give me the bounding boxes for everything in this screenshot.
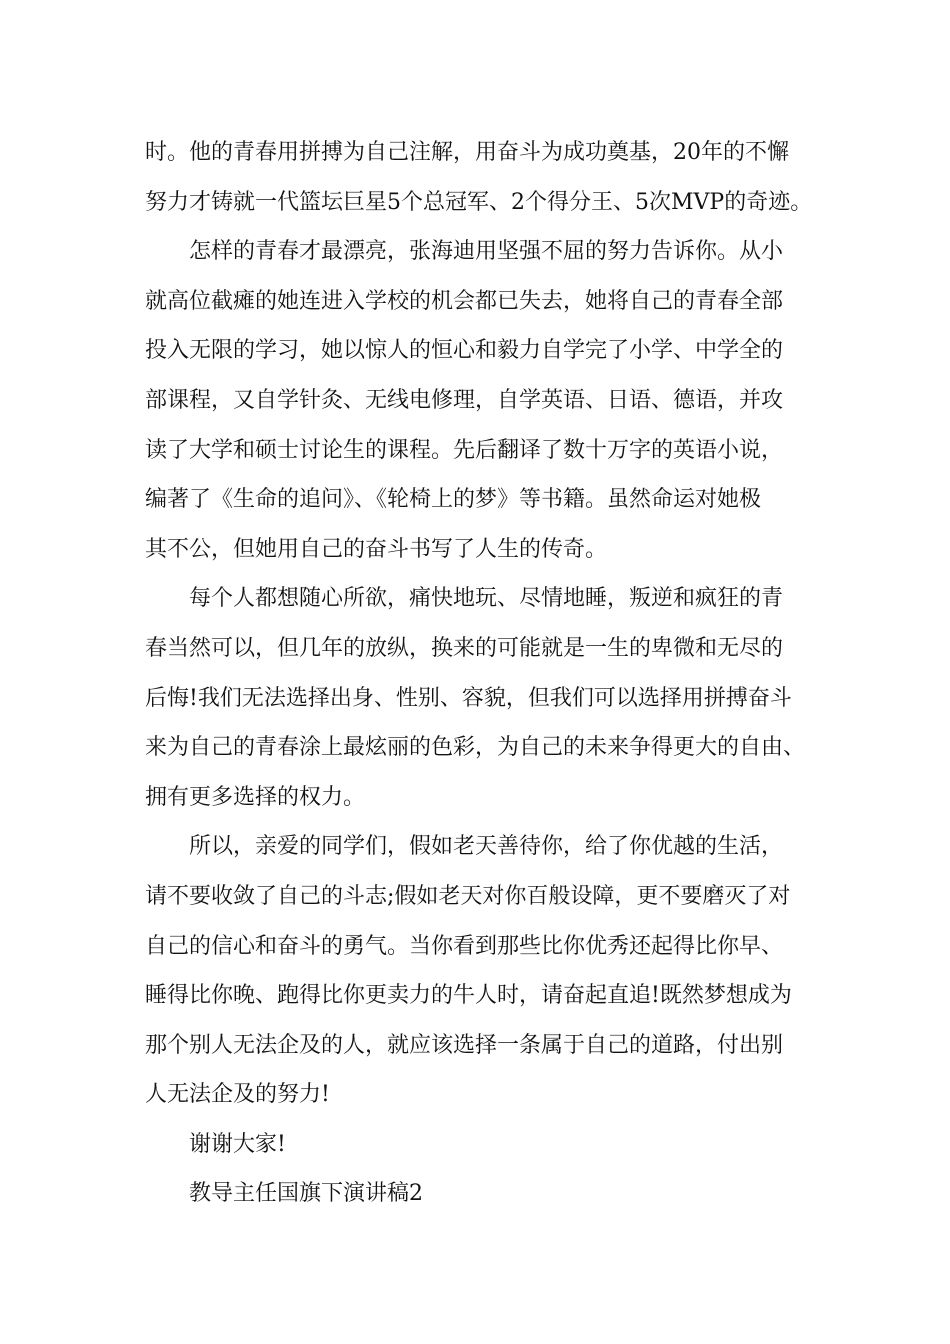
text-line: 所以，亲爱的同学们，假如老天善待你，给了你优越的生活， <box>189 834 784 860</box>
text-line: 后悔!我们无法选择出身、性别、容貌，但我们可以选择用拼搏奋斗 <box>145 685 792 711</box>
text-line: 努力才铸就一代篮坛巨星5个总冠军、2个得分王、5次MVP的奇迹。 <box>145 189 813 215</box>
text-line: 读了大学和硕士讨论生的课程。先后翻译了数十万字的英语小说， <box>145 437 784 463</box>
text-line: 拥有更多选择的权力。 <box>145 784 366 810</box>
text-line: 怎样的青春才最漂亮，张海迪用坚强不屈的努力告诉你。从小 <box>189 239 784 265</box>
text-line: 谢谢大家! <box>189 1131 286 1157</box>
text-line: 部课程，又自学针灸、无线电修理，自学英语、日语、德语，并攻 <box>145 387 784 413</box>
paragraph-2 <box>145 227 825 574</box>
text-line: 睡得比你晚、跑得比你更卖力的牛人时，请奋起直追!既然梦想成为 <box>145 983 792 1009</box>
text-line: 时。他的青春用拼搏为自己注解，用奋斗为成功奠基，20年的不懈 <box>145 140 789 165</box>
text-line: 就高位截瘫的她连进入学校的机会都已失去，她将自己的青春全部 <box>145 288 784 314</box>
next-section-title <box>145 1169 825 1219</box>
closing-thanks <box>145 1120 825 1170</box>
text-line: 那个别人无法企及的人，就应该选择一条属于自己的道路，付出别 <box>145 1032 784 1058</box>
text-line: 来为自己的青春涂上最炫丽的色彩，为自己的未来争得更大的自由、 <box>145 735 806 761</box>
text-line: 编著了《生命的追问》、《轮椅上的梦》等书籍。虽然命运对她极 <box>145 487 762 513</box>
text-line: 投入无限的学习，她以惊人的恒心和毅力自学完了小学、中学全的 <box>145 338 784 364</box>
text-line: 每个人都想随心所欲，痛快地玩、尽情地睡，叛逆和疯狂的青 <box>189 586 784 612</box>
document-body <box>145 128 825 1219</box>
paragraph-1 <box>145 128 825 227</box>
text-line: 其不公，但她用自己的奋斗书写了人生的传奇。 <box>145 536 608 562</box>
text-line: 人无法企及的努力! <box>145 1082 330 1108</box>
text-line: 春当然可以，但几年的放纵，换来的可能就是一生的卑微和无尽的 <box>145 635 784 661</box>
text-line: 教导主任国旗下演讲稿2 <box>189 1181 423 1207</box>
text-line: 自己的信心和奋斗的勇气。当你看到那些比你优秀还起得比你早、 <box>145 933 784 959</box>
paragraph-4 <box>145 822 825 1120</box>
text-line: 请不要收敛了自己的斗志;假如老天对你百般设障，更不要磨灭了对 <box>145 883 791 909</box>
paragraph-3 <box>145 574 825 822</box>
